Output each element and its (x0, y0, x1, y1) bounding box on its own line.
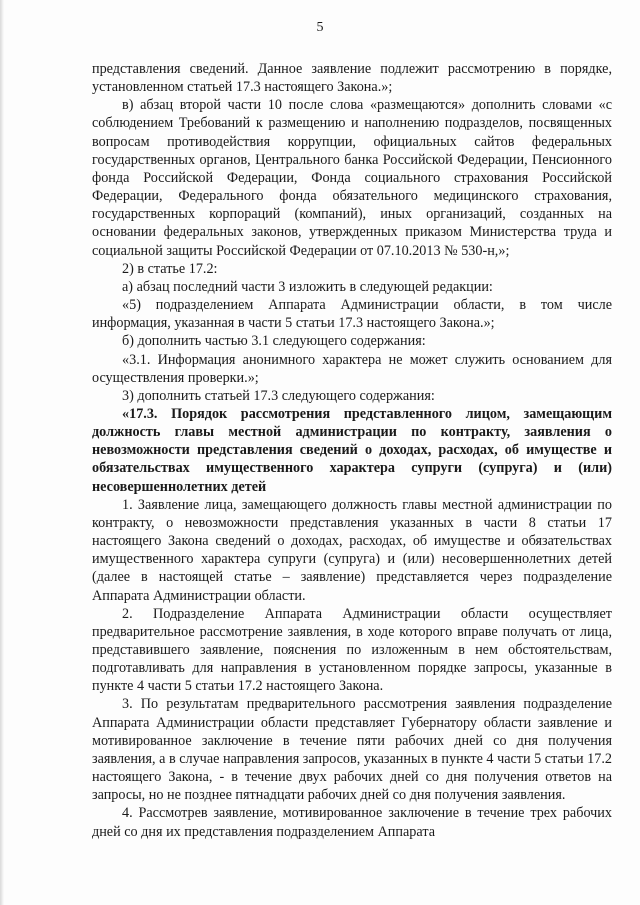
paragraph-item-3: 3) дополнить статьей 17.3 следующего содержания: (122, 387, 435, 404)
page-number: 5 (316, 20, 324, 35)
document-body (92, 60, 612, 841)
article-heading: «17.3. Порядок рассмотрения представленного лицом, замещающим должность главы местной администрации по контракту, заявления о невозможности представления сведений о доходах, расходах, об имуществе и обязательствах имущественного характера супруги (супруга) и (или) несовершеннолетних детей (92, 405, 612, 495)
paragraph-item-a: а) абзац последний части 3 изложить в следующей редакции: (122, 278, 493, 295)
paragraph-continuation: представления сведений. Данное заявление подлежит рассмотрению в порядке, установленном статьей 17.3 настоящего Закона.»; (92, 61, 612, 96)
paragraph-quote-5: «5) подразделением Аппарата Администрации области, в том числе информация, указанная в части 5 статьи 17.3 настоящего Закона.»; (92, 297, 612, 332)
article-part-4: 4. Рассмотрев заявление, мотивированное заключение в течение трех рабочих дней со дня их представления подразделением Аппарата (92, 805, 612, 840)
article-part-2: 2. Подразделение Аппарата Администрации области осуществляет предварительное рассмотрение заявления, в ходе которого вправе получать от лица, представившего заявление, пояснения по изложенным в нем обстоятельствам, подготавливать для направления в установленном порядке запросы, указанные в пункте 4 части 5 статьи 17.2 настоящего Закона. (92, 605, 612, 695)
article-part-3: 3. По результатам предварительного рассмотрения заявления подразделение Аппарата Администрации области представляет Губернатору области заявление и мотивированное заключение в течение пяти рабочих дней со дня получения заявления, а в случае направления запросов, указанных в пункте 4 части 5 статьи 17.2 настоящего Закона, - в течение двух рабочих дней со дня получения ответов на запросы, но не позднее пятнадцати рабочих дней со дня получения заявления. (92, 696, 613, 804)
paragraph-item-v: в) абзац второй части 10 после слова «размещаются» дополнить словами «с соблюдением Требований к размещению и наполнению подразделов, посвященных вопросам противодействия коррупции, официальных сайтов федеральных государственных органов, Центрального банка Российской Федерации, Пенсионного фонда Российской Федерации, Фонда социального страхования Российской Федерации, Федерального фонда обязательного медицинского страхования, государственных корпораций (компаний), иных организаций, созданных на основании федеральных законов, утвержденных приказом Министерства труда и социальной защиты Российской Федерации от 07.10.2013 № 530-н,»; (92, 97, 612, 259)
paragraph-quote-3-1: «3.1. Информация анонимного характера не может служить основанием для осуществления проверки.»; (92, 351, 612, 386)
scan-edge (0, 0, 4, 905)
article-part-1: 1. Заявление лица, замещающего должность главы местной администрации по контракту, о невозможности представления указанных в части 8 статьи 17 настоящего Закона сведений о доходах, расходах, об имуществе и обязательствах имущественного характера супруги (супруга) и (или) несовершеннолетних детей (далее в настоящей статье – заявление) представляется через подразделение Аппарата Администрации области. (92, 496, 612, 604)
paragraph-item-2: 2) в статье 17.2: (122, 260, 218, 277)
paragraph-item-b: б) дополнить частью 3.1 следующего содержания: (122, 333, 426, 350)
